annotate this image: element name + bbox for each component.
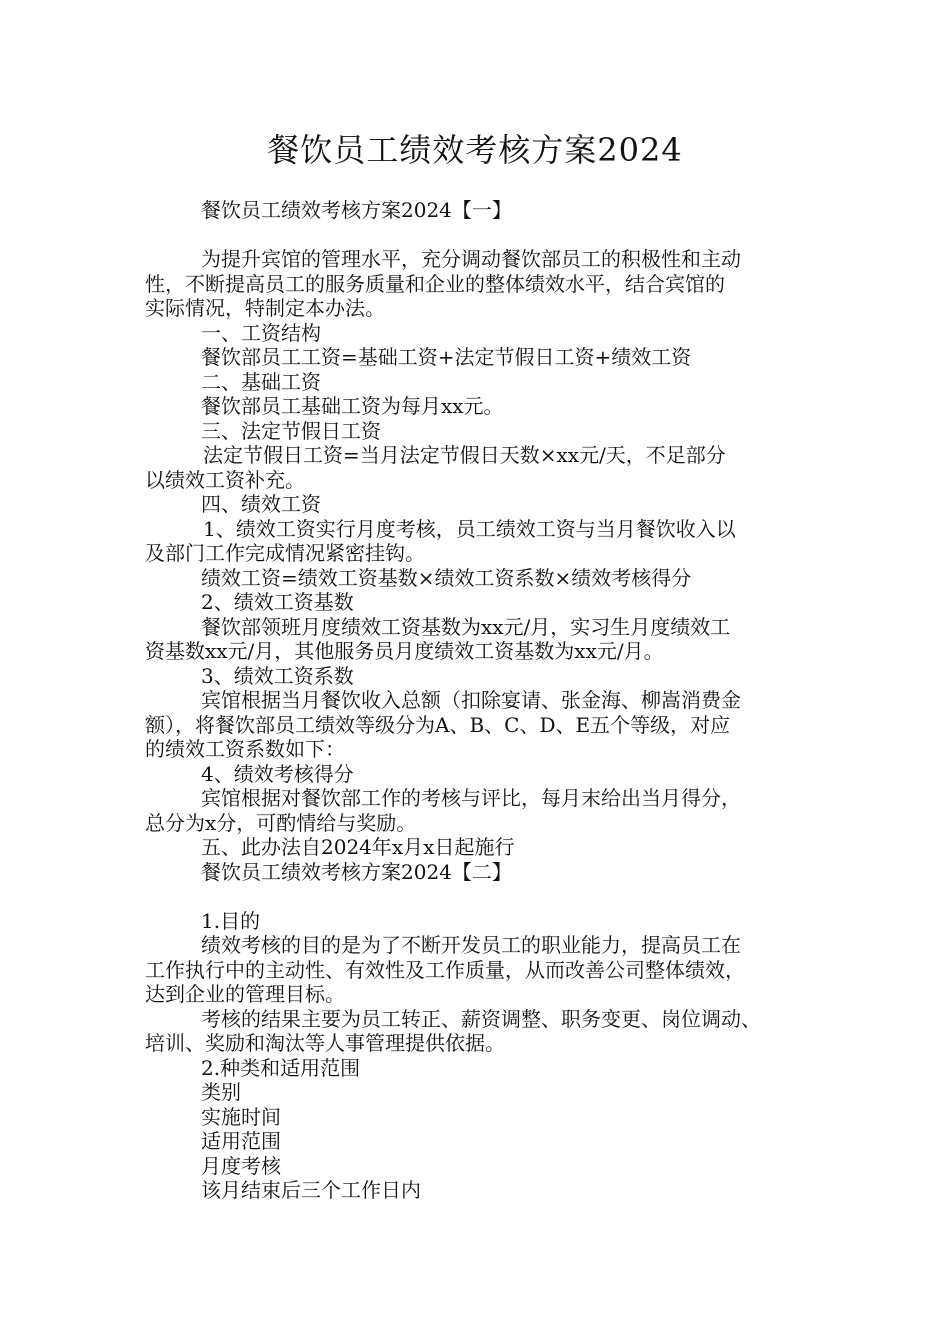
text-line: 四、绩效工资 bbox=[201, 492, 321, 516]
text-line: 以绩效工资补充。 bbox=[145, 467, 305, 492]
text-line: 3、绩效工资系数 bbox=[201, 663, 354, 688]
text-line: 额），将餐饮部员工绩效等级分为A、B、C、D、E五个等级，对应 bbox=[145, 712, 731, 737]
text-line: 绩效考核的目的是为了不断开发员工的职业能力，提高员工在 bbox=[201, 933, 741, 957]
text-line: 实施时间 bbox=[201, 1104, 281, 1129]
text-line: 2、绩效工资基数 bbox=[201, 590, 354, 614]
text-line: 性，不断提高员工的服务质量和企业的整体绩效水平，结合宾馆的 bbox=[145, 271, 725, 296]
text-line: 考核的结果主要为员工转正、薪资调整、职务变更、岗位调动、 bbox=[201, 1006, 761, 1031]
text-line: 达到企业的管理目标。 bbox=[145, 982, 345, 1006]
text-line: 适用范围 bbox=[201, 1129, 281, 1153]
text-line: 餐饮部员工基础工资为每月xx元。 bbox=[201, 394, 504, 418]
text-line: 餐饮员工绩效考核方案2024【二】 bbox=[201, 859, 512, 884]
text-line: 工作执行中的主动性、有效性及工作质量，从而改善公司整体绩效， bbox=[145, 957, 745, 982]
text-line: 资基数xx元/月，其他服务员月度绩效工资基数为xx元/月。 bbox=[145, 639, 664, 663]
text-line: 二、基础工资 bbox=[201, 369, 321, 394]
text-line: 实际情况，特制定本办法。 bbox=[145, 296, 385, 320]
text-line: 宾馆根据对餐饮部工作的考核与评比，每月末给出当月得分， bbox=[201, 786, 741, 810]
text-line: 绩效工资=绩效工资基数×绩效工资系数×绩效考核得分 bbox=[201, 565, 692, 590]
text-line: 宾馆根据当月餐饮收入总额（扣除宴请、张金海、柳嵩消费金 bbox=[201, 688, 741, 712]
text-line: 2.种类和适用范围 bbox=[201, 1055, 361, 1080]
blank-line bbox=[145, 884, 820, 909]
text-line: 法定节假日工资=当月法定节假日天数×xx元/天，不足部分 bbox=[203, 443, 726, 467]
text-line: 为提升宾馆的管理水平，充分调动餐饮部员工的积极性和主动 bbox=[201, 247, 741, 271]
text-line: 总分为x分，可酌情给与奖励。 bbox=[145, 810, 417, 835]
text-line: 三、法定节假日工资 bbox=[201, 418, 381, 443]
text-line: 该月结束后三个工作日内 bbox=[201, 1178, 421, 1202]
document-body bbox=[145, 198, 820, 1203]
text-line: 4、绩效考核得分 bbox=[201, 761, 354, 786]
text-line: 五、此办法自2024年x月x日起施行 bbox=[201, 835, 515, 859]
text-line: 的绩效工资系数如下： bbox=[145, 737, 345, 761]
text-line: 1、绩效工资实行月度考核，员工绩效工资与当月餐饮收入以 bbox=[203, 516, 736, 541]
document-title: 餐饮员工绩效考核方案2024 bbox=[267, 131, 683, 169]
blank-line bbox=[145, 223, 820, 248]
text-line: 类别 bbox=[201, 1080, 241, 1104]
text-line: 培训、奖励和淘汰等人事管理提供依据。 bbox=[145, 1031, 505, 1055]
text-line: 餐饮员工绩效考核方案2024【一】 bbox=[201, 198, 512, 222]
text-line: 月度考核 bbox=[201, 1153, 281, 1178]
text-line: 及部门工作完成情况紧密挂钩。 bbox=[145, 541, 425, 565]
text-line: 餐饮部员工工资=基础工资+法定节假日工资+绩效工资 bbox=[201, 345, 692, 369]
text-line: 一、工资结构 bbox=[201, 320, 321, 345]
text-line: 餐饮部领班月度绩效工资基数为xx元/月，实习生月度绩效工 bbox=[201, 614, 731, 639]
text-line: 1.目的 bbox=[201, 908, 261, 933]
